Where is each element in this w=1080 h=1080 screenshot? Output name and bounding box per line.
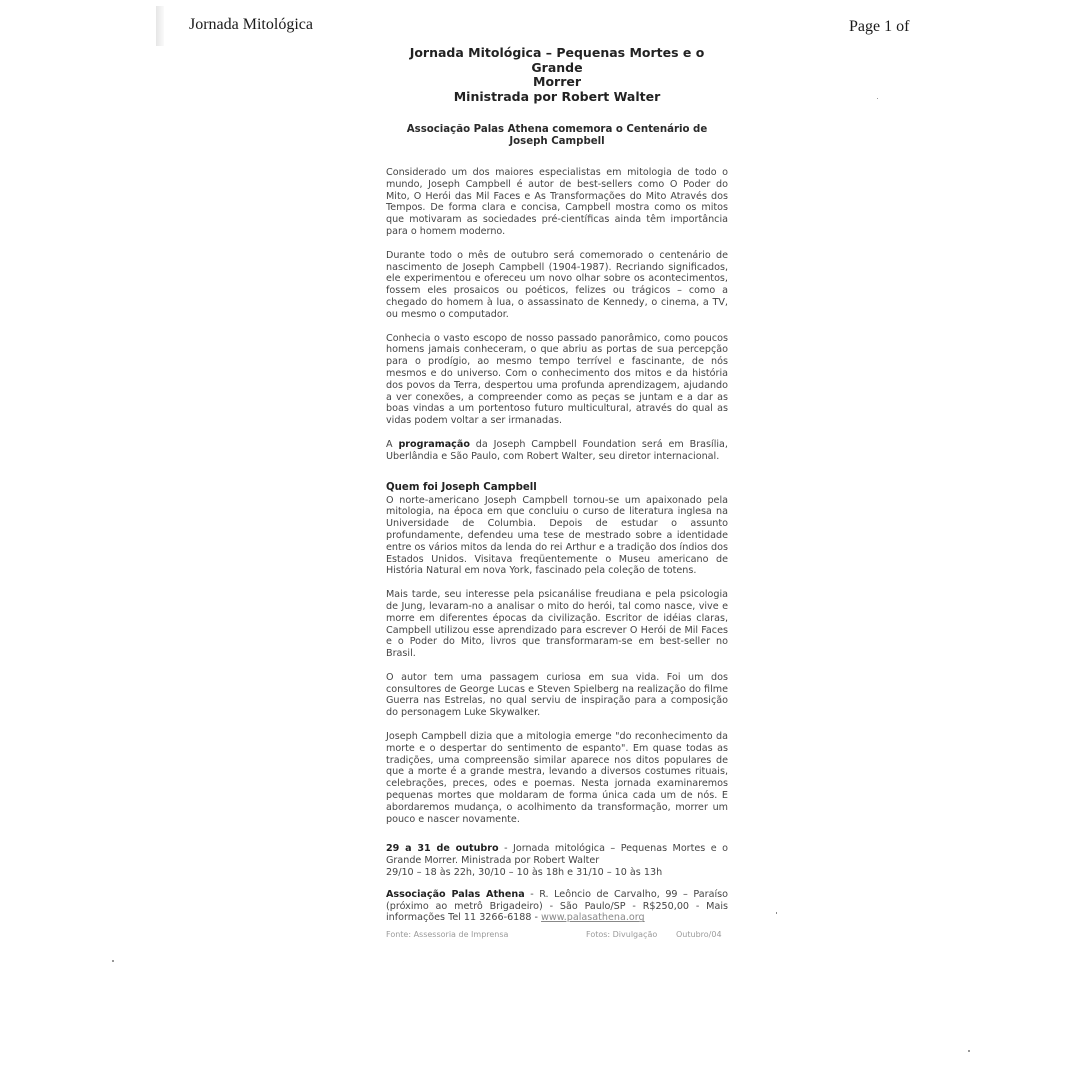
article xyxy=(386,46,728,942)
paragraph-scope: Conhecia o vasto escopo de nosso passado panorâmico, como poucos homens jamais conheceram, o que abriu as portas de sua percepção para o prodígio, ao mesmo tempo terrível e fascinante, de nós mesmos e do universo. Com o conhecimento dos mitos e da história dos povos da Terra, despertou uma profunda aprendizagem, ajudando a ver conexões, a compreender como as peças se juntam e a dar as boas vindas a um portentoso futuro multicultural, através do qual as vidas podem voltar a ser irmanadas. xyxy=(386,332,728,427)
paragraph-program xyxy=(386,439,728,463)
article-subtitle: Associação Palas Athena comemora o Centenário de Joseph Campbell xyxy=(406,124,708,147)
scan-edge-shadow xyxy=(156,6,164,46)
event-info xyxy=(386,843,728,878)
article-title-line-1: Jornada Mitológica – Pequenas Mortes e o Grande xyxy=(409,45,705,75)
event-schedule: 29/10 – 18 às 22h, 30/10 – 10 às 18h e 31/10 – 10 às 13h xyxy=(386,867,663,879)
paragraph-biography: O norte-americano Joseph Campbell tornou-se um apaixonado pela mitologia, na época em que concluiu o curso de literatura inglesa na Universidade de Columbia. Depois de estudar o assunto profundamente, defendeu uma tese de mestrado sobre a identidade entre os vários mitos da lenda do rei Arthur e a tradição dos índios dos Estados Unidos. Visitava freqüentemente o Museu americano de História Natural em nova York, fascinado pela coleção de totens. xyxy=(386,494,728,577)
paragraph-intro: Considerado um dos maiores especialistas em mitologia de todo o mundo, Joseph Campbell é autor de best-sellers como O Poder do Mito, O Herói das Mil Faces e As Transformações do Mito Através dos Tempos. De forma clara e concisa, Campbell mostra como os mitos que motivaram as sociedades pré-científicas ainda têm importância para o homem moderno. xyxy=(386,167,728,237)
page-header-title: Jornada Mitológica xyxy=(189,16,313,33)
section-heading-biography: Quem foi Joseph Campbell xyxy=(386,481,537,493)
scan-speck xyxy=(112,960,114,962)
footer-source: Fonte: Assessoria de Imprensa xyxy=(386,930,509,940)
event-description: - Jornada mitológica – Pequenas Mortes e o Grande Morrer. Ministrada por Robert Walter xyxy=(386,843,728,867)
footer-photo-credit: Fotos: Divulgação xyxy=(586,930,658,940)
venue-name: Associação Palas Athena xyxy=(386,888,525,900)
paragraph-death: Joseph Campbell dizia que a mitologia emerge "do reconhecimento da morte e o despertar do sentimento de espanto". Em quase todas as tradições, uma compreensão similar aparece nos ditos populares de que a morte é a grande mestra, levando a diversos costumes rituais, celebrações, preces, odes e poemas. Nesta jornada examinaremos pequenas mortes que moldaram de forma única cada um de nós. E abordaremos mudança, o acolhimento da transformação, morrer um pouco e nascer novamente. xyxy=(386,731,728,825)
article-title xyxy=(386,46,728,104)
scan-speck xyxy=(968,1050,970,1052)
program-keyword: programação xyxy=(398,438,470,450)
article-footer xyxy=(386,930,728,942)
paragraph-psychology: Mais tarde, seu interesse pela psicanálise freudiana e pela psicologia de Jung, levaram-no a analisar o mito do herói, tal como nasce, vive e morre em diferentes épocas da civilização. Escritor de idéias claras, Campbell utilizou esse aprendizado para escrever O Herói de Mil Faces e o Poder do Mito, livros que transformaram-se em best-seller no Brasil. xyxy=(386,589,728,660)
venue-info xyxy=(386,889,728,924)
event-date: 29 a 31 de outubro xyxy=(386,843,499,855)
page-number: Page 1 of xyxy=(849,18,910,35)
scan-speck xyxy=(877,98,878,99)
footer-date: Outubro/04 xyxy=(676,930,722,940)
paragraph-centenary: Durante todo o mês de outubro será comemorado o centenário de nascimento de Joseph Campbell (1904-1987). Recriando significados, ele experimentou e ofereceu um novo olhar sobre os acontecimentos, fossem eles prosaicos ou poéticos, felizes ou trágicos – como a chegado do homem à lua, o assassinato de Kennedy, o cinema, a TV, ou mesmo o computador. xyxy=(386,249,728,320)
venue-website-link[interactable]: www.palasathena.org xyxy=(541,912,645,924)
paragraph-star-wars: O autor tem uma passagem curiosa em sua vida. Foi um dos consultores de George Lucas e Steven Spielberg na realização do filme Guerra nas Estrelas, no qual serviu de inspiração para a composição do personagem Luke Skywalker. xyxy=(386,671,728,719)
scan-speck xyxy=(776,912,777,914)
article-title-line-3: Ministrada por Robert Walter xyxy=(453,88,661,104)
program-prefix: A xyxy=(386,438,399,450)
article-title-line-2: Morrer xyxy=(533,74,581,89)
venue-address: - R. Leôncio de Carvalho, 99 – Paraíso (próximo ao metrô Brigadeiro) - São Paulo/SP - R$250,00 - Mais informações Tel 11 3266-6188 - xyxy=(386,888,728,924)
program-text: da Joseph Campbell Foundation será em Brasília, Uberlândia e São Paulo, com Robert Walter, seu diretor internacional. xyxy=(386,438,728,462)
